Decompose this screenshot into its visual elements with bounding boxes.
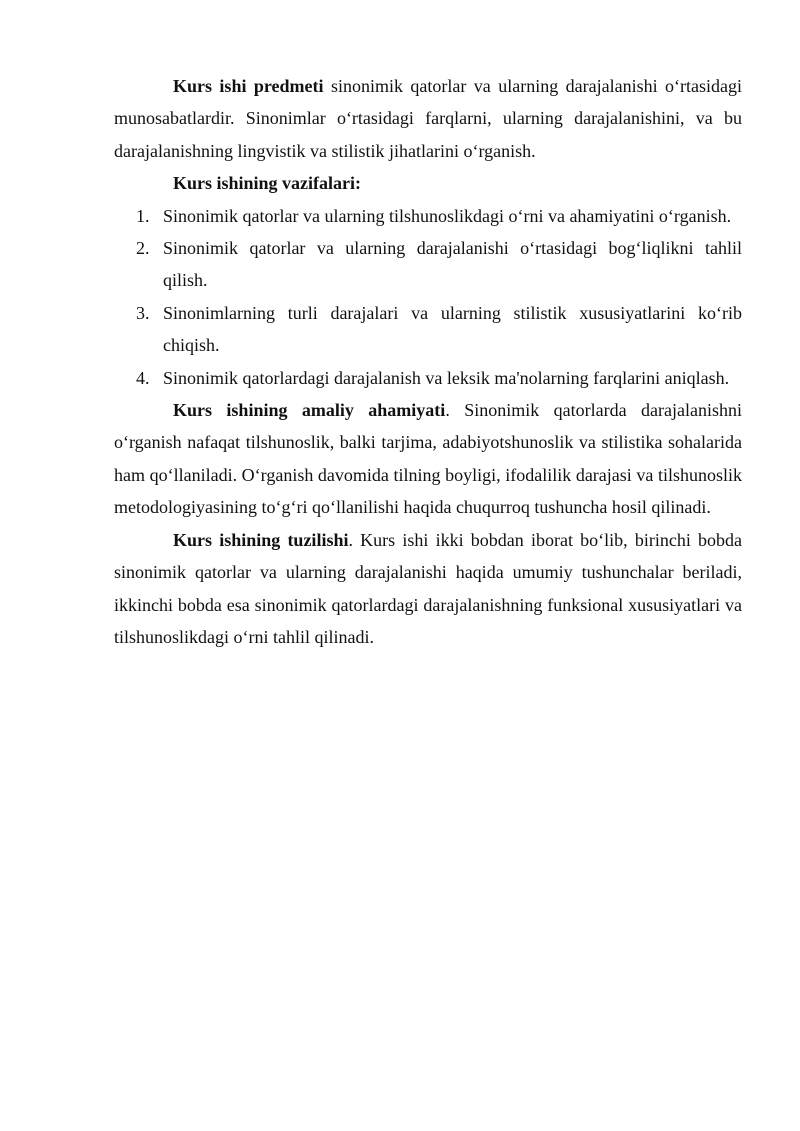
vazifalari-heading-text: Kurs ishining vazifalari:: [173, 173, 362, 194]
document-page: [114, 70, 742, 653]
paragraph-amaliy-bold: Kurs ishining amaliy ahamiyati: [173, 400, 446, 421]
task-number: 3.: [136, 302, 150, 323]
task-item: [114, 362, 742, 394]
vazifalari-heading: [114, 167, 742, 199]
task-text: Sinonimlarning turli darajalari va ularning stilistik xususiyatlarini ko‘rib chiqish.: [163, 302, 742, 356]
task-number: 4.: [136, 367, 150, 388]
task-item: [114, 200, 742, 232]
task-text: Sinonimik qatorlar va ularning darajalanishi o‘rtasidagi bog‘liqlikni tahlil qilish.: [163, 238, 742, 291]
paragraph-tuzilishi-bold: Kurs ishining tuzilishi: [173, 529, 349, 550]
tasks-list: [114, 200, 742, 394]
task-number: 1.: [136, 205, 150, 226]
paragraph-predmeti-bold: Kurs ishi predmeti: [173, 76, 324, 96]
paragraph-amaliy: [114, 394, 742, 524]
paragraph-predmeti-text: sinonimik qatorlar va ularning darajalanishi o‘rtasidagi munosabatlardir. Sinonimlar o‘rtasidagi farqlarni, ularning darajalanishini, va bu darajalanishning lingvistik va stilistik jihatlarini o‘rganish.: [114, 76, 742, 161]
task-text: Sinonimik qatorlar va ularning tilshunoslikdagi o‘rni va ahamiyatini o‘rganish.: [163, 205, 732, 226]
paragraph-predmeti: [114, 70, 742, 167]
paragraph-amaliy-text: . Sinonimik qatorlarda darajalanishni o‘rganish nafaqat tilshunoslik, balki tarjima, adabiyotshunoslik va stilistika sohalarida ham qo‘llaniladi. O‘rganish davomida tilning boyligi, ifodalilik darajasi va tilshunoslik metodologiyasining to‘g‘ri qo‘llanilishi haqida chuqurroq tushuncha hosil qilinadi.: [114, 400, 743, 518]
paragraph-tuzilishi-text: . Kurs ishi ikki bobdan iborat bo‘lib, birinchi bobda sinonimik qatorlar va ularning darajalanishi haqida umumiy tushunchalar beriladi, ikkinchi bobda esa sinonimik qatorlardagi darajalanishning funksional xususiyatlari va tilshunoslikdagi o‘rni tahlil qilinadi.: [114, 529, 743, 647]
paragraph-tuzilishi: [114, 524, 742, 654]
task-text: Sinonimik qatorlardagi darajalanish va leksik ma'nolarning farqlarini aniqlash.: [163, 367, 730, 388]
task-item: [114, 297, 742, 362]
task-item: [114, 232, 742, 297]
task-number: 2.: [136, 238, 150, 259]
